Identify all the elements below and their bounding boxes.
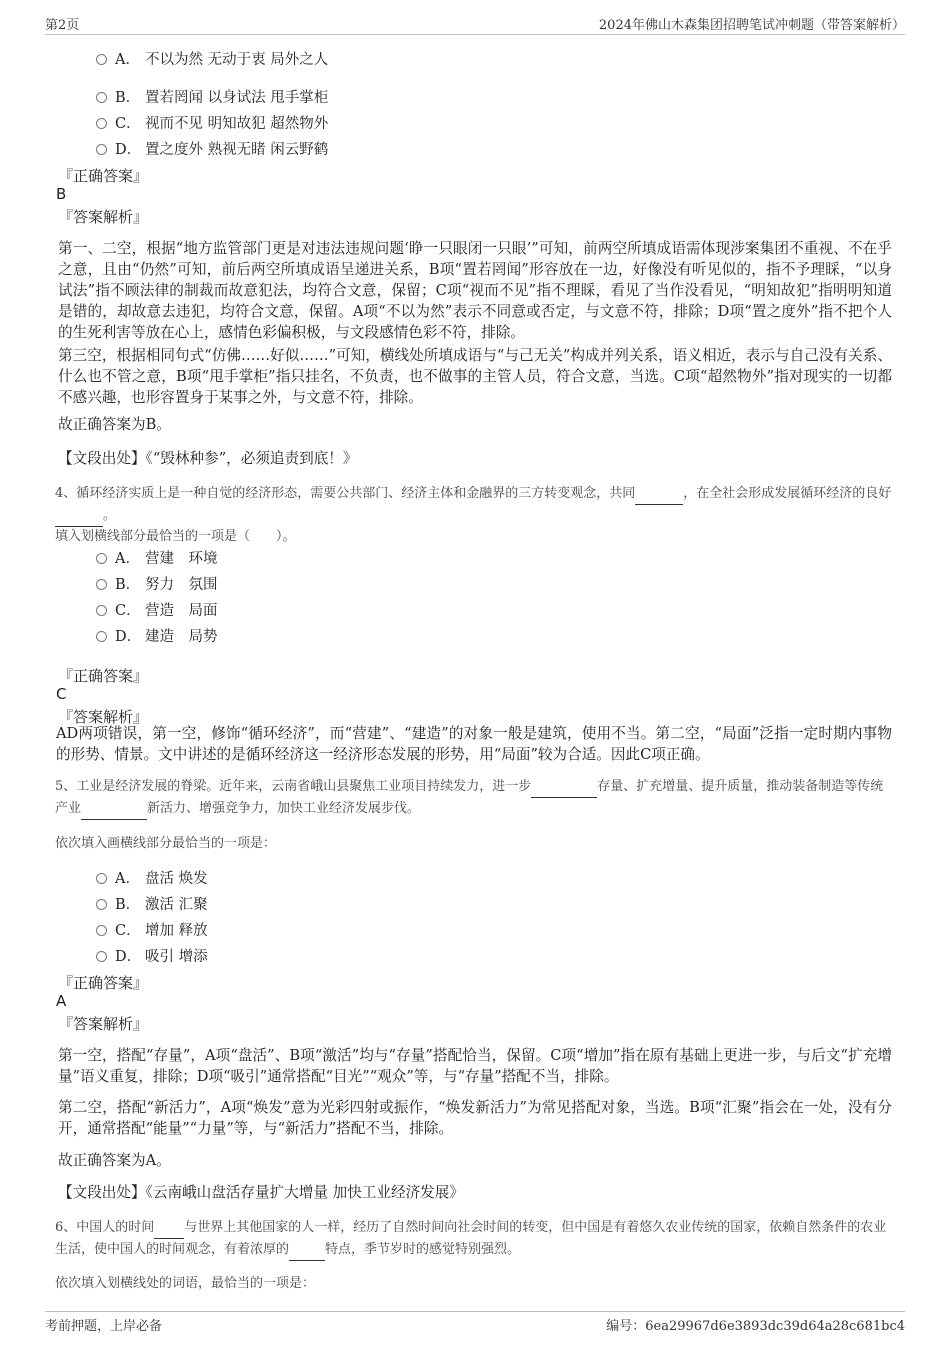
q4-analysis-label: 『答案解析』 xyxy=(58,708,149,726)
radio-icon[interactable] xyxy=(96,925,107,936)
q4-analysis: AD两项错误，第一空，修饰“循环经济”，而“营建”、“建造”的对象一般是建筑，使用不当。第二空，“局面”泛指一定时期内事物的形势、情景。文中讲述的是循环经济这一经济形态发展的形势，用“局面”较为合适。因此C项正确。 xyxy=(56,725,892,763)
document-title: 2024年佛山木森集团招聘笔试冲刺题（带答案解析） xyxy=(598,18,905,33)
q4-option-c[interactable]: C． 营造 局面 xyxy=(96,599,218,620)
blank-line xyxy=(55,505,103,527)
document-id: 编号：6ea29967d6e3893dc39d64a28c681bc4 xyxy=(606,1319,905,1334)
q3-option-d[interactable]: D． 置之度外 熟视无睹 闲云野鹤 xyxy=(96,138,328,159)
q5-option-b[interactable]: B． 激活 汇聚 xyxy=(96,893,208,914)
q3-analysis-label: 『答案解析』 xyxy=(58,208,149,226)
q5-analysis-p2: 第二空，搭配“新活力”，A项“焕发”意为光彩四射或振作，“焕发新活力”为常见搭配对象，当选。B项“汇聚”指会在一处，没有分开，通常搭配“能量”“力量”等，与“新活力”搭配不当，排除。 xyxy=(58,1099,892,1137)
radio-icon[interactable] xyxy=(96,631,107,642)
q4-prompt: 填入划横线部分最恰当的一项是（ ）。 xyxy=(55,529,296,544)
q4-option-a[interactable]: A． 营建 环境 xyxy=(96,547,218,568)
q5-stem: 5、工业是经济发展的脊梁。近年来，云南省峨山县聚焦工业项目持续发力，进一步 存量、扩充增量、提升质量，推动装备制造等传统产业 新活力、增强竞争力，加快工业经济发展步伐。 xyxy=(55,776,895,820)
q3-answer-label: 『正确答案』 xyxy=(58,167,149,185)
q5-analysis-p1: 第一空，搭配“存量”，A项“盘活”、B项“激活”均与“存量”搭配恰当，保留。C项“增加”指在原有基础上更进一步，与后文“扩充增量”语义重复，排除；D项“吸引”通常搭配“目光”“观众”等，与“存量”搭配不当，排除。 xyxy=(58,1047,892,1085)
q3-answer: B xyxy=(56,185,67,203)
q4-answer-label: 『正确答案』 xyxy=(58,667,149,685)
page-header xyxy=(45,14,905,35)
radio-icon[interactable] xyxy=(96,605,107,616)
radio-icon[interactable] xyxy=(96,92,107,103)
q5-answer-label: 『正确答案』 xyxy=(58,974,149,992)
radio-icon[interactable] xyxy=(96,951,107,962)
blank-line xyxy=(531,776,597,798)
radio-icon[interactable] xyxy=(96,54,107,65)
radio-icon[interactable] xyxy=(96,144,107,155)
q3-option-b[interactable]: B． 置若罔闻 以身试法 甩手掌柜 xyxy=(96,86,328,107)
q3-option-c[interactable]: C． 视而不见 明知故犯 超然物外 xyxy=(96,112,328,133)
q6-stem: 6、中国人的时间 与世界上其他国家的人一样，经历了自然时间向社会时间的转变，但中国是有着悠久农业传统的国家，依赖自然条件的农业生活，使中国人的时间观念，有着浓厚的 特点，季节岁时的感觉特别强烈。 xyxy=(55,1217,895,1261)
q5-option-a[interactable]: A． 盘活 焕发 xyxy=(96,867,208,888)
q4-answer: C xyxy=(56,685,67,703)
q5-prompt: 依次填入画横线部分最恰当的一项是： xyxy=(55,836,277,851)
radio-icon[interactable] xyxy=(96,873,107,884)
q5-answer: A xyxy=(56,992,67,1010)
radio-icon[interactable] xyxy=(96,553,107,564)
q4-option-b[interactable]: B． 努力 氛围 xyxy=(96,573,218,594)
blank-line xyxy=(289,1239,325,1261)
footer-slogan: 考前押题，上岸必备 xyxy=(45,1319,163,1334)
q3-analysis-p3: 故正确答案为B。 xyxy=(58,416,171,433)
q3-option-a[interactable]: A． 不以为然 无动于衷 局外之人 xyxy=(96,48,328,69)
q4-stem: 4、循环经济实质上是一种自觉的经济形态，需要公共部门、经济主体和金融界的三方转变观念，共同 ，在全社会形成发展循环经济的良好。 xyxy=(55,483,895,527)
radio-icon[interactable] xyxy=(96,899,107,910)
q5-option-c[interactable]: C． 增加 释放 xyxy=(96,919,208,940)
q6-prompt: 依次填入划横线处的词语，最恰当的一项是： xyxy=(55,1276,316,1291)
q5-analysis-p3: 故正确答案为A。 xyxy=(58,1152,171,1169)
page-footer xyxy=(45,1311,905,1334)
q3-source: 【文段出处】《“毁林种参”，必须追责到底！》 xyxy=(58,450,358,467)
blank-line xyxy=(635,483,683,505)
q3-analysis-p2: 第三空，根据相同句式“仿佛……好似……”可知，横线处所填成语与“与己无关”构成并列关系，语义相近，表示与自己没有关系、什么也不管之意，B项“甩手掌柜”指只挂名，不负责，也不做事的主管人员，符合文意，当选。C项“超然物外”指对现实的一切都不感兴趣，也形容置身于某事之外，与文意不符，排除。 xyxy=(58,347,892,406)
radio-icon[interactable] xyxy=(96,579,107,590)
q5-source: 【文段出处】《云南峨山盘活存量扩大增量 加快工业经济发展》 xyxy=(58,1184,464,1201)
radio-icon[interactable] xyxy=(96,118,107,129)
q5-option-d[interactable]: D． 吸引 增添 xyxy=(96,945,208,966)
blank-line xyxy=(154,1217,184,1239)
q5-analysis-label: 『答案解析』 xyxy=(58,1015,149,1033)
q3-analysis-p1: 第一、二空，根据“地方监管部门更是对违法违规问题‘睁一只眼闭一只眼’”可知，前两空所填成语需体现涉案集团不重视、不在乎之意，且由“仍然”可知，前后两空所填成语呈递进关系，B项“置若罔闻”形容放在一边，好像没有听见似的，指不予理睬，“以身试法”指不顾法律的制裁而故意犯法，均符合文意，保留；C项“视而不见”指不理睬，看见了当作没看见，“明知故犯”指明明知道是错的，却故意去违犯，均符合文意，保留。A项“不以为然”表示不同意或否定，与文意不符，排除；D项“置之度外”指不把个人的生死利害等放在心上，感情色彩偏积极，与文段感情色彩不符，排除。 xyxy=(58,240,892,341)
blank-line xyxy=(81,798,147,820)
q4-option-d[interactable]: D． 建造 局势 xyxy=(96,625,218,646)
page-number: 第2页 xyxy=(45,18,80,33)
